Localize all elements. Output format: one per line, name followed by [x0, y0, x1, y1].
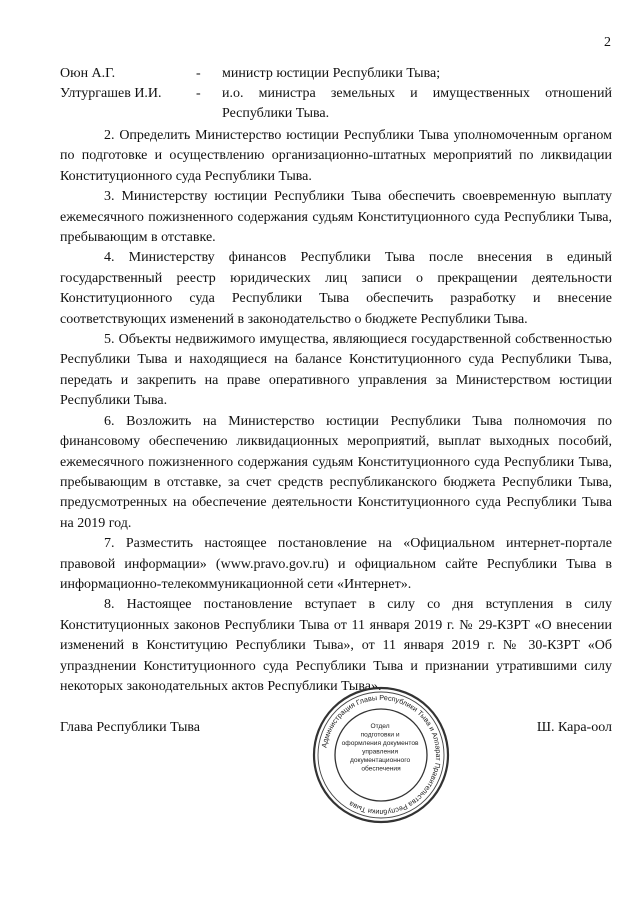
stamp-ring-text: Администрация Главы Республики Тыва и Аппарат Правительства Республики Тыва	[319, 692, 444, 818]
member-list	[60, 64, 612, 124]
paragraph-4: 4. Министерству финансов Республики Тыва после внесения в единый государственный реестр юридических лиц записи о прекращении деятельности Конституционного суда Республики Тыва обеспечить разработку и внесение соответствующих изменений в законодательство о бюджете Республики Тыва.	[60, 250, 612, 327]
member-name: Оюн А.Г.	[60, 66, 116, 81]
member-row	[60, 84, 612, 124]
paragraph-3: 3. Министерству юстиции Республики Тыва обеспечить своевременную выплату ежемесячного пожизненного содержания судьям Конституционного суда Республики Тыва, пребывающим в отставке.	[60, 189, 612, 246]
member-name: Ултургашев И.И.	[60, 86, 162, 101]
resolution-body	[60, 126, 612, 697]
official-stamp	[310, 684, 452, 826]
paragraph-5: 5. Объекты недвижимого имущества, являющиеся государственной собственностью Республики Тыва и находящиеся на балансе Конституционного суда Республики Тыва, передать и закрепить на праве оперативного управления за Министерством юстиции Республики Тыва.	[60, 332, 612, 409]
member-role: министр юстиции Республики Тыва;	[222, 66, 441, 81]
paragraph-7: 7. Разместить настоящее постановление на «Официальном интернет-портале правовой информации» (www.pravo.gov.ru) и официальном сайте Республики Тыва в информационно-телекоммуникационной сети «Интернет».	[60, 536, 612, 592]
stamp-center-text: Отдел подготовки и оформления документов управления документационного обеспечения	[341, 723, 419, 773]
member-row	[60, 64, 612, 84]
paragraph-8: 8. Настоящее постановление вступает в силу со дня вступления в силу Конституционных законов Республики Тыва от 11 января 2019 г. № 29-КЗРТ «О внесении изменений в Конституцию Республики Тыва», от 11 января 2019 г. № 30-КЗРТ «Об упразднении Конституционного суда Республики Тыва и признании утратившими силу некоторых законодательных актов Республики Тыва».	[60, 597, 612, 694]
paragraph-6: 6. Возложить на Министерство юстиции Республики Тыва полномочия по финансовому обеспечению ликвидационных мероприятий, выплат выходных пособий, ежемесячного пожизненного содержания судьям Конституционного суда Республики Тыва, пребывающим в отставке, за счет средств республиканского бюджета Республики Тыва, предусмотренных на обеспечение деятельности Конституционного суда Республики Тыва на 2019 год.	[60, 413, 612, 531]
page-number: 2	[604, 35, 611, 50]
paragraph-2: 2. Определить Министерство юстиции Республики Тыва уполномоченным органом по подготовке и осуществлению организационно-штатных мероприятий по ликвидации Конституционного суда Республики Тыва.	[60, 128, 612, 184]
signatory-name: Ш. Кара-оол	[536, 720, 612, 735]
member-dash: -	[196, 86, 201, 101]
signatory-title: Глава Республики Тыва	[60, 720, 201, 735]
member-role: и.о. министра земельных и имущественных отношений Республики Тыва.	[222, 86, 612, 121]
member-dash: -	[196, 66, 201, 81]
